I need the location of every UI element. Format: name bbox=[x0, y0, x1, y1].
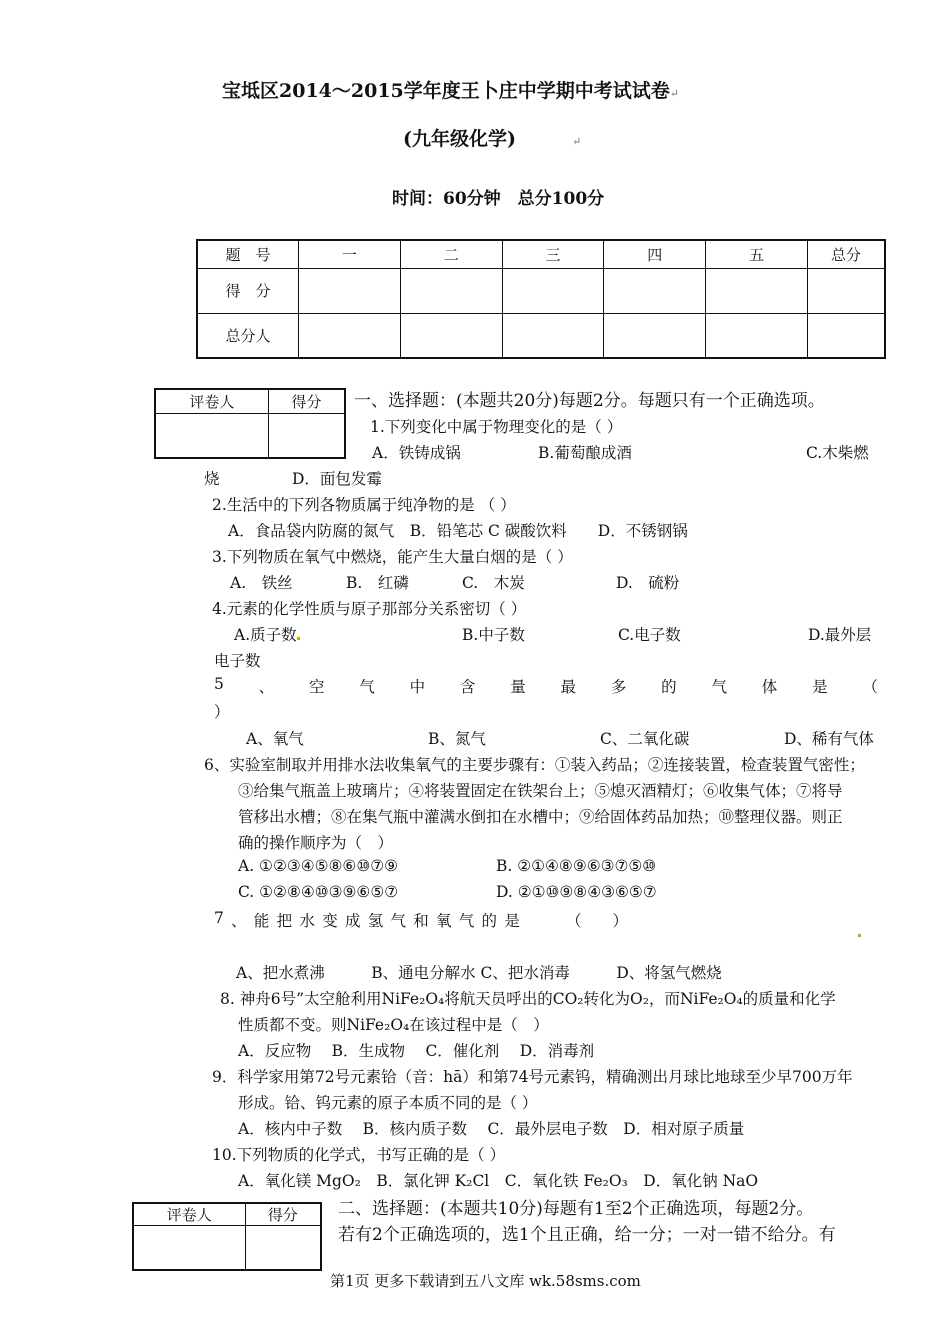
score-cell bbox=[604, 268, 706, 313]
section2-line: 若有2个正确选项的，选1个且正确，给一分；一对一错不给分。有 bbox=[338, 1225, 836, 1245]
column-header: 五 bbox=[706, 240, 808, 268]
question-6-line: 管移出水槽；⑧在集气瓶中灌满水倒扣在水槽中；⑨给固体药品加热；⑩整理仪器。则正 bbox=[238, 808, 843, 826]
option: C. ①②⑧④⑩③⑨⑥⑤⑦ bbox=[238, 883, 399, 901]
question-9: 9．科学家用第72号元素铪（音：hā）和第74号元素钨，精确测出月球比地球至少早700万年 bbox=[212, 1068, 853, 1086]
option: A. ①②③④⑤⑧⑥⑩⑦⑨ bbox=[238, 857, 399, 875]
score-cell bbox=[808, 313, 886, 358]
question-8-line: 性质都不变。则NiFe₂O₄在该过程中是（ ） bbox=[238, 1016, 549, 1034]
option: B、氮气 bbox=[428, 730, 486, 748]
option-continuation: 烧 bbox=[204, 470, 220, 488]
paren-close: ） bbox=[214, 703, 230, 721]
grader-label: 评卷人 bbox=[155, 389, 268, 413]
option: D．面包发霉 bbox=[292, 470, 382, 488]
question-5: 5 、 空 气 中 含 量 最 多 的 气 体 是 （ bbox=[214, 675, 878, 696]
paren: （ ） bbox=[566, 912, 629, 930]
option: A．铁铸成锅 bbox=[372, 444, 461, 462]
row-label: 得 分 bbox=[197, 268, 299, 313]
score-cell bbox=[706, 313, 808, 358]
column-header: 四 bbox=[604, 240, 706, 268]
option: C、二氧化碳 bbox=[600, 730, 690, 748]
row-label: 总分人 bbox=[197, 313, 299, 358]
option: D.最外层 bbox=[808, 626, 872, 644]
question-9-line: 形成。铪、钨元素的原子本质不同的是（ ） bbox=[238, 1094, 538, 1112]
option: D. ②①⑩⑨⑧④③⑥⑤⑦ bbox=[496, 883, 657, 901]
question-7: 7 、 能 把 水 变 成 氢 气 和 氧 气 的 是 bbox=[214, 909, 520, 930]
options: A．反应物 B．生成物 C．催化剂 D．消毒剂 bbox=[238, 1042, 595, 1060]
question-4: 4.元素的化学性质与原子那部分关系密切（ ） bbox=[212, 600, 527, 618]
column-header: 总分 bbox=[808, 240, 886, 268]
grader-box bbox=[132, 1202, 322, 1271]
page-footer: 第1页 更多下载请到五八文库 wk.58sms.com bbox=[330, 1272, 641, 1290]
option: D、稀有气体 bbox=[784, 730, 874, 748]
grader-label: 评卷人 bbox=[133, 1203, 245, 1226]
score-table bbox=[196, 239, 886, 359]
score-cell bbox=[299, 313, 401, 358]
score-cell bbox=[808, 268, 886, 313]
option: B. ②①④⑧⑨⑥③⑦⑤⑩ bbox=[496, 857, 657, 875]
score-cell bbox=[400, 313, 502, 358]
option: A. 铁丝 bbox=[230, 574, 293, 592]
question-3: 3.下列物质在氧气中燃烧，能产生大量白烟的是（ ） bbox=[212, 548, 573, 566]
score-cell bbox=[502, 313, 604, 358]
exam-title: 宝坻区2014～2015学年度王卜庄中学期中考试试卷↵ bbox=[222, 80, 679, 102]
option: B.葡萄酿成酒 bbox=[538, 444, 632, 462]
time-info: 时间：60分钟 总分100分 bbox=[392, 189, 605, 209]
option: A、氧气 bbox=[246, 730, 304, 748]
column-header: 二 bbox=[400, 240, 502, 268]
question-8: 8. 神舟6号”太空舱利用NiFe₂O₄将航天员呼出的CO₂转化为O₂，而NiFe₂O₄的质量和化学 bbox=[220, 990, 836, 1008]
score-label: 得分 bbox=[245, 1203, 321, 1226]
options: A．核内中子数 B．核内质子数 C．最外层电子数 D．相对原子质量 bbox=[238, 1120, 745, 1138]
grader-box bbox=[154, 388, 346, 459]
section2-title: 二、选择题：(本题共10分)每题有1至2个正确选项，每题2分。 bbox=[338, 1199, 814, 1219]
question-6-line: 确的操作顺序为（ ） bbox=[238, 834, 394, 852]
score-cell bbox=[706, 268, 808, 313]
option: C. 木炭 bbox=[462, 574, 525, 592]
options: A、把水煮沸 B、通电分解水 C、把水消毒 D、将氢气燃烧 bbox=[236, 964, 722, 982]
score-cell bbox=[604, 313, 706, 358]
question-2: 2.生活中的下列各物质属于纯净物的是 （ ） bbox=[212, 496, 516, 514]
question-6: 6、实验室制取并用排水法收集氧气的主要步骤有：①装入药品；②连接装置，检查装置气密性； bbox=[204, 756, 865, 774]
score-label: 得分 bbox=[268, 389, 345, 413]
option-continuation: 电子数 bbox=[214, 652, 261, 670]
option: A.质子数 bbox=[234, 623, 300, 645]
column-header: 一 bbox=[299, 240, 401, 268]
exam-subtitle: (九年级化学) ↵ bbox=[403, 128, 582, 150]
column-header: 三 bbox=[502, 240, 604, 268]
question-1: 1.下列变化中属于物理变化的是（ ） bbox=[370, 418, 623, 436]
score-cell bbox=[400, 268, 502, 313]
yellow-dot bbox=[858, 922, 861, 941]
option: B. 红磷 bbox=[346, 574, 409, 592]
row-label: 题 号 bbox=[197, 240, 299, 268]
option: C.电子数 bbox=[618, 626, 681, 644]
score-cell bbox=[299, 268, 401, 313]
question-10: 10.下列物质的化学式，书写正确的是（ ） bbox=[212, 1146, 506, 1164]
options: A．氧化镁 MgO₂ B．氯化钾 K₂Cl C．氧化铁 Fe₂O₃ D．氧化钠 NaO bbox=[238, 1172, 759, 1190]
option: D. 硫粉 bbox=[616, 574, 680, 592]
option: C.木柴燃 bbox=[806, 444, 869, 462]
score-cell bbox=[502, 268, 604, 313]
question-6-line: ③给集气瓶盖上玻璃片；④将装置固定在铁架台上；⑤熄灭酒精灯；⑥收集气体；⑦将导 bbox=[238, 782, 843, 800]
section1-title: 一、选择题：(本题共20分)每题2分。每题只有一个正确选项。 bbox=[354, 391, 825, 411]
options: A．食品袋内防腐的氮气 B．铅笔芯 C 碳酸饮料 D．不锈钢锅 bbox=[228, 522, 688, 540]
option: B.中子数 bbox=[462, 626, 525, 644]
